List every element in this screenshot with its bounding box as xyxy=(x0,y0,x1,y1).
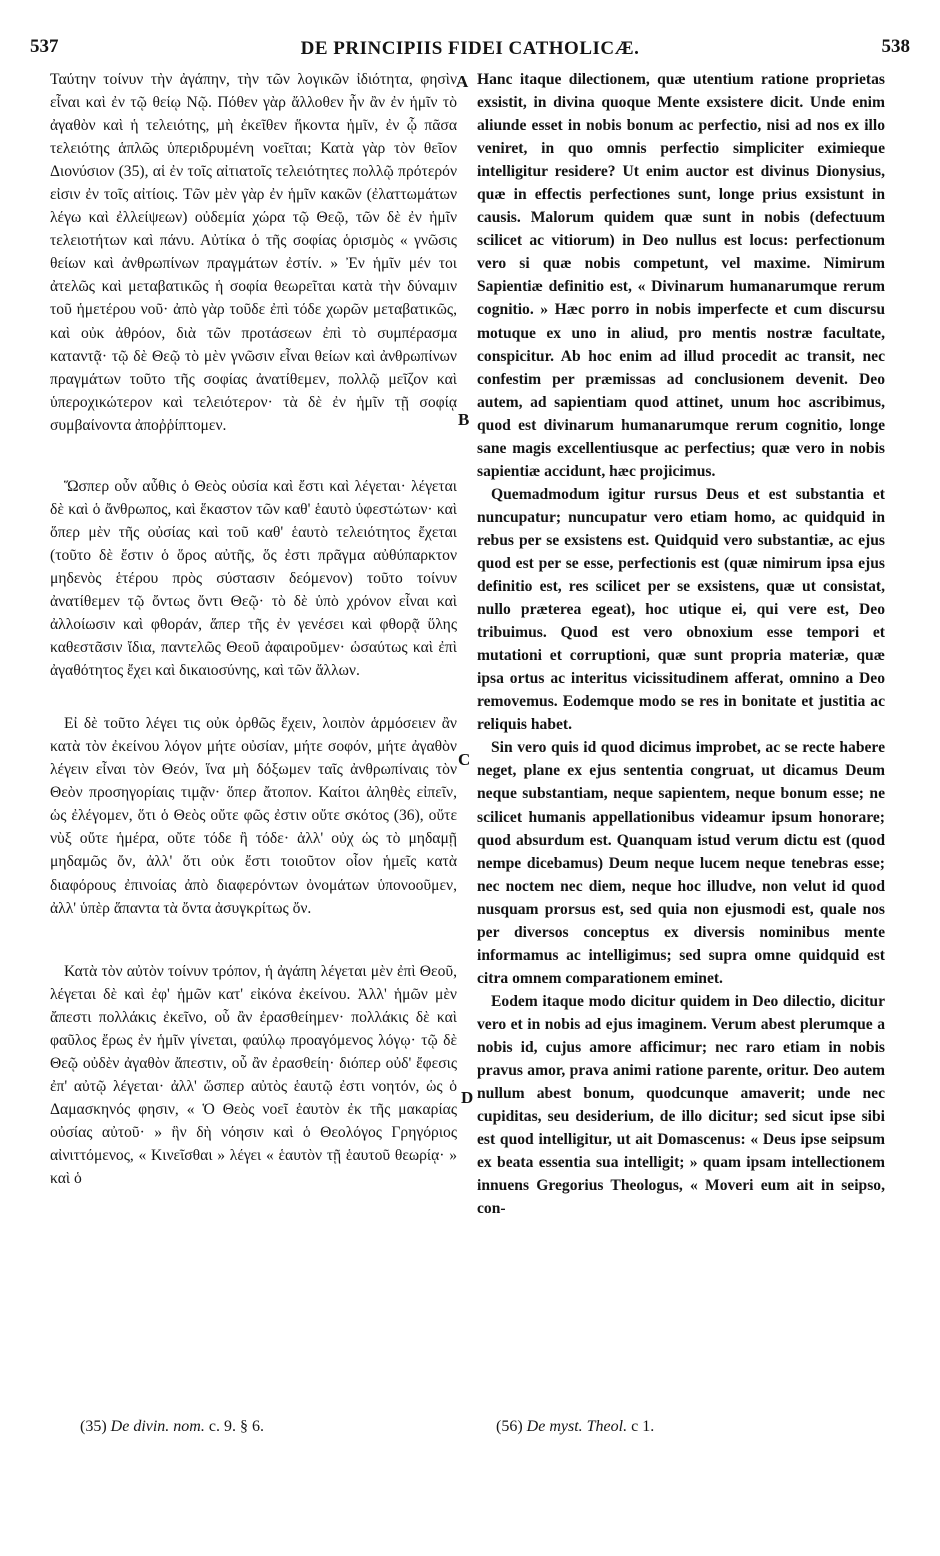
margin-marker-b: B xyxy=(458,410,470,429)
margin-marker-c: C xyxy=(458,750,471,769)
latin-paragraph-4: Eodem itaque modo dicitur quidem in Deo dilectio, dicitur vero et in nobis ad ejus imaginem. Verum abest plerumque a nobis id, cujus amore afficimur; nec raro etiam in nobis pravus amor, prava animi ratione parente, oritur. Deo autem nullum abest bonum, quodcunque amaverit; unde nec cupiditas, seu desiderium, de illo dicitur; sed sicut ipse sibi est quod intelligitur, ut ait Domascenus: « Deus ipse seipsum ex beata essentia sua intelligit; » quam ipsam intellectionem innuens Gregorius Theologus, « Moveri eum ait in seipso, con- xyxy=(477,992,885,1218)
footnote-35-ref: c. 9. § 6. xyxy=(208,1418,264,1435)
footnote-56-number: (56) xyxy=(496,1418,523,1435)
latin-paragraph-2: Quemadmodum igitur rursus Deus et est substantia et nuncupatur; nuncupatur vero etiam homo, ac quidquid in rebus per se exsistens est. Quidquid vero substantiæ, ac ejus quod est per se esse, perfectionis est (quæ nimirum ipsa ejus definitio est, res scilicet per se exsistens, quæ ut consistat, nullo præterea egeat), hoc utique ei, qui vere est, Deo tribuimus. Quod est vero obnoxium esse tempori et mutationi et corruptioni, quæ sunt propria materiæ, quæ ipsa ortus ac interitus vicissitudinem afferat, omnino a Deo removemus. Eodemque modo se res in bonitate et justitia ac reliquis habet. xyxy=(477,485,885,734)
footnote-35-work: De divin. nom. xyxy=(110,1418,205,1435)
latin-paragraph-3: Sin vero quis id quod dicimus improbet, ac se recte habere neget, plane ex ejus sententia congruat, ut dicamus Deum neque substantiam, neque sapientem, neque bonum esse; ne scilicet humanis appellationibus videamur ipsum honorare; quod absurdum est. Quanquam istud verum dictu est (quod nempe dicebamus) Deum neque lucem neque tenebras esse; nec noctem nec diem, neque hoc illudve, non velut id quod nusquam prorsus est, sed quia non ejusmodi est, quale nos per diversos conceptus ex diversis nominibus mente informamus ac intelligimus; sed supra omne quidquid est citra omnem comparationem eminet. xyxy=(477,739,885,987)
footnote-56-work: De myst. Theol. xyxy=(526,1418,628,1435)
greek-column xyxy=(50,68,457,1190)
latin-paragraph-1: Hanc itaque dilectionem, quæ utentium ratione proprietas exsistit, in divina quoque Mente exsistere dicit. Unde enim aliunde esset in nobis bonum ac perfectio, nisi ad nos ex illo veniret, in quo omnis perfectio simpliciter eximieque intelligitur residere? Ut enim auctor est divinus Dionysius, quæ in effectis perfectiones sunt, longe prius exsistunt in causis. Malorum quidem quæ sunt in nobis (defectuum scilicet ac vitiorum) in Deo nullus est locus: perfectionum vero si quæ nobis competunt, vel maxime. Nimirum Sapientiæ definitio est, « Divinarum humanarumque rerum cognitio. » Hæc porro in nobis imperfecte et cum discursu motuque ex uno in aliud, pro mentis nostræ facultate, conspicitur. Ab hoc enim ad illud procedit ac transit, nec confestim per præmissas ad conclusionem devenit. Deo autem, ad sapientiam quod attinet, unum hoc ascribimus, quod est divinarum humanarumque rerum cognitio, longe sane magis excellentiusque ac perfectius; quæ vero in nobis sapientiæ accidunt, hæc projicimus. xyxy=(477,71,885,480)
footnote-35 xyxy=(80,1418,264,1436)
greek-paragraph-1: Ταύτην τοίνυν τὴν ἀγάπην, τὴν τῶν λογικῶν ἰδιότητα, φησὶν εἶναι καὶ ἐν τῷ θείῳ Νῷ. Πόθεν γὰρ ἄλλοθεν ἦν ἂν ἐν ἡμῖν τὸ ἀγαθὸν καὶ ἡ τελειότης, μὴ ἐκεῖθεν ἥκοντα ἡμῖν, ἐν ᾧ πᾶσα τελειότης ἁπλῶς ὑπεριδρυμένη νοεῖται; Κατὰ γὰρ τὸν θεῖον Διονύσιον (35), αἱ ἐν τοῖς αἰτιατοῖς τελειότητες πολλῷ πρότερόν εἰσιν ἐν τοῖς αἰτίοις. Τῶν μὲν γὰρ ἐν ἡμῖν κακῶν (ἐλαττωμάτων λέγω καὶ ἐλλείψεων) οὐδεμία χώρα τῷ Θεῷ, τῶν δὲ ἐν ἡμῖν τελειοτήτων καὶ πάνυ. Αὐτίκα ὁ τῆς σοφίας ὁρισμὸς « γνῶσις θείων καὶ ἀνθρωπίνων πραγμάτων ἐστίν. » Ἐν ἡμῖν μέν τοι ἀτελῶς καὶ μεταβατικῶς ἡ σοφία θεωρεῖται κατὰ τὴν δύναμιν τοῦ ἡμετέρου νοῦ· ἀπὸ γὰρ τοῦδε ἐπὶ τόδε χωρῶν μεταβατικῶς, καὶ οὐκ ἀθρόον, διὰ τῶν προτάσεων ἐπὶ τὸ συμπέρασμα καταντᾷ· τῷ δὲ Θεῷ τὸ μὲν γνῶσιν εἶναι θείων καὶ ἀνθρωπίνων πραγμάτων τοῦτο τῆς σοφίας ἀνατίθεμεν, πολλῷ μεῖζον καὶ ὑπεροχικώτερον καὶ τελειότερον· τὰ δὲ ἐν ἡμῖν τῇ σοφίᾳ συμβαίνοντα ἀποῤῥίπτομεν. xyxy=(50,71,457,434)
footnote-35-number: (35) xyxy=(80,1418,107,1435)
running-title: DE PRINCIPIIS FIDEI CATHOLICÆ. xyxy=(300,38,640,59)
footnote-56-ref: c 1. xyxy=(631,1418,655,1435)
greek-paragraph-4: Κατὰ τὸν αὐτὸν τοίνυν τρόπον, ἡ ἀγάπη λέγεται μὲν ἐπὶ Θεοῦ, λέγεται δὲ καὶ ἐφ' ἡμῶν κατ' εἰκόνα ἐκείνου. Ἀλλ' ἡμῶν μὲν ἄπεστι πολλάκις ἐκεῖνο, οὗ ἂν ἐρασθείημεν· πολλάκις δὲ καὶ φαῦλος ἔρως ἐν ἡμῖν γίνεται, φαύλῳ προαγόμενος λόγῳ· τῷ δὲ Θεῷ οὐδὲν ἀγαθὸν ἄπεστιν, οὗ ἂν ἐρασθείη· διόπερ οὐδ' ἔφεσις ἐπ' αὐτῷ λέγεται· ἀλλ' ὥσπερ αὐτὸς ἑαυτῷ ἐστι νοητόν, ὡς ὁ Δαμασκηνός φησιν, « Ὁ Θεὸς νοεῖ ἑαυτὸν ἐκ τῆς μακαρίας οὐσίας αὐτοῦ· » ἣν δὴ νόησιν καὶ ὁ Θεολόγος Γρηγόριος αἰνιττόμενος, « Κινεῖσθαι » λέγει « ἑαυτὸν τῇ ἑαυτοῦ θεωρίᾳ· » καὶ ὁ xyxy=(50,962,457,1188)
greek-paragraph-3: Εἰ δὲ τοῦτο λέγει τις οὐκ ὀρθῶς ἔχειν, λοιπὸν ἁρμόσειεν ἂν κατὰ τὸν ἐκείνου λόγον μήτε οὐσίαν, μήτε σοφόν, μήτε ἀγαθὸν λέγειν εἶναι τὸν Θεόν, ἵνα μὴ δόξωμεν ταῖς ἀνθρωπίναις τὸν Θεὸν προσηγορίαις τιμᾷν· ὅπερ ἄτοπον. Καίτοι ἀληθὲς εἰπεῖν, ὡς ἐλέγομεν, ὅτι ὁ Θεὸς οὔτε φῶς ἐστιν οὔτε σκότος (36), οὔτε νὺξ οὔτε ἡμέρα, οὔτε τόδε ἢ τόδε· ἀλλ' οὐχ ὡς τὸ μηδαμῇ μηδαμῶς ὄν, ἀλλ' ὅτι οὐκ ἔστι τοιοῦτον οἷον ἡμεῖς κατὰ διαφόρους ἐπινοίας ἀπὸ διαφερόντων ὀνομάτων ὑπονοοῦμεν, ἀλλ' ὑπὲρ ἅπαντα τὰ ὄντα ἀσυγκρίτως ὄν. xyxy=(50,715,457,917)
footnote-56 xyxy=(496,1418,654,1436)
margin-marker-d: D xyxy=(461,1088,474,1107)
greek-paragraph-2: Ὥσπερ οὖν αὖθις ὁ Θεὸς οὐσία καὶ ἔστι καὶ λέγεται· λέγεται δὲ καὶ ὁ ἄνθρωπος, καὶ ἕκαστον τῶν καθ' ἑαυτὸ ὑφεστώτων· καὶ ὅπερ μὲν τῆς οὐσίας καὶ τοῦ καθ' ἑαυτὸ τελειότητος ἔχεται (τοῦτο δὲ ἔστιν ὁ ὅρος αὐτῆς, ὅς ἐστι πρᾶγμα αὐθύπαρκτον μηδενὸς ἑτέρου πρὸς σύστασιν δεόμενον) τοῦτο τοίνυν ἀνατίθεμεν τῷ ὄντως ὄντι Θεῷ· τὸ δὲ ὑπὸ χρόνον εἶναι καὶ ἀλλοίωσιν καὶ φθοράν, ἅπερ τῆς ἐν γενέσει καὶ φθορᾷ ὕλης καθεστᾶσιν ἴδια, παντελῶς Θεοῦ ἀφαιροῦμεν· ὡσαύτως καὶ ἐπὶ ἀγαθότητος ἔχει καὶ δικαιοσύνης, καὶ τῶν ἄλλων. xyxy=(50,477,457,680)
running-header xyxy=(30,36,910,72)
right-page-number: 538 xyxy=(881,36,910,57)
margin-marker-a: A xyxy=(456,72,469,91)
left-page-number: 537 xyxy=(30,36,59,57)
latin-column xyxy=(477,68,885,1220)
